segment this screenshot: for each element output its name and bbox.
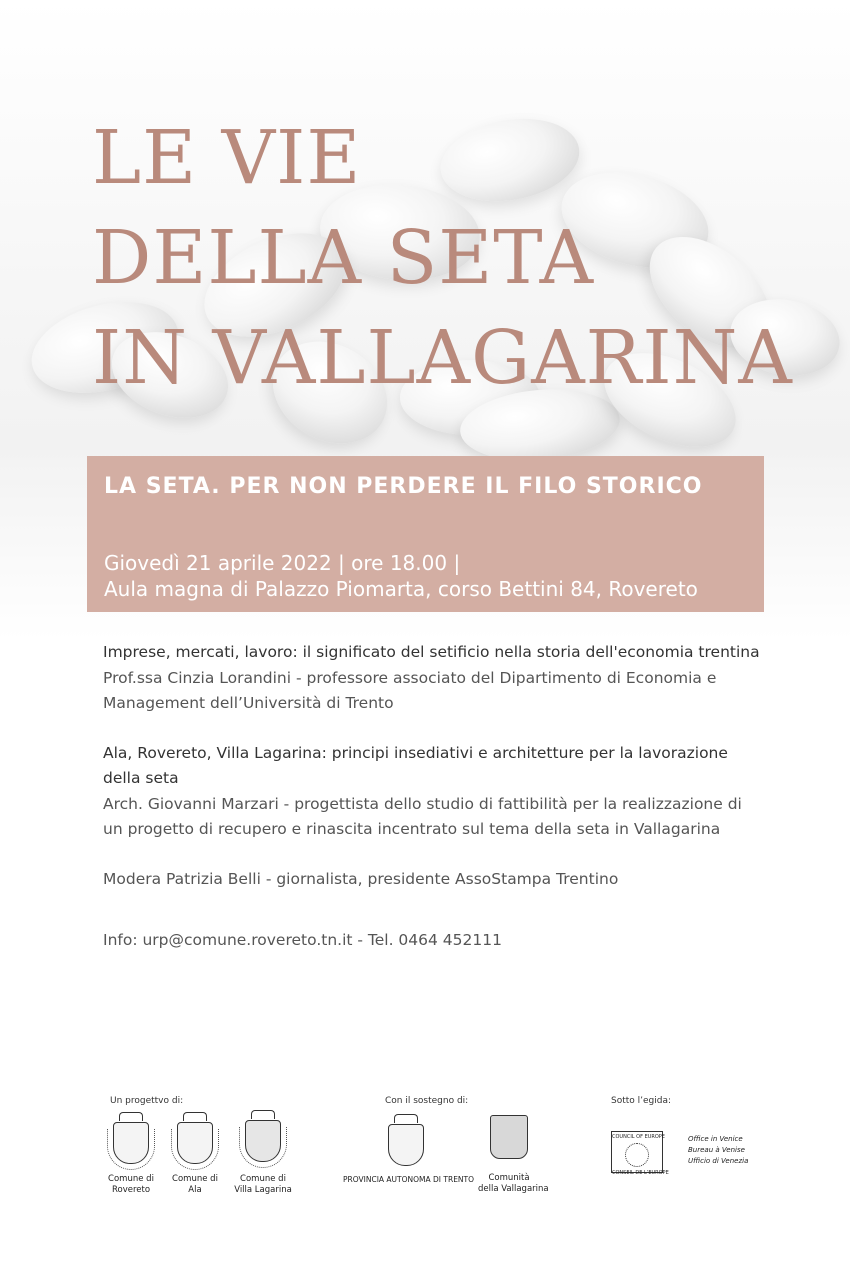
coe-office-text bbox=[688, 1134, 748, 1167]
logo-caption: Ala bbox=[188, 1185, 202, 1195]
logo-caption: Villa Lagarina bbox=[234, 1185, 292, 1195]
title-line-2: DELLA SETA bbox=[92, 215, 595, 301]
talk-speaker: Arch. Giovanni Marzari - progettista dello studio di fattibilità per la realizzazione di un progetto di recupero e rinascita incentrato sul tema della seta in Vallagarina bbox=[103, 794, 742, 838]
office-line: Ufficio di Venezia bbox=[688, 1157, 749, 1165]
eagle-shield-icon bbox=[388, 1124, 424, 1166]
villa-lagarina-coat-of-arms bbox=[232, 1110, 294, 1196]
title-line-3: IN VALLAGARINA bbox=[92, 315, 793, 401]
event-info-band bbox=[87, 456, 764, 612]
event-date-venue bbox=[104, 550, 698, 602]
talk-speaker: Prof.ssa Cinzia Lorandini - professore associato del Dipartimento di Economia e Management dell’Università di Trento bbox=[103, 668, 717, 712]
event-subtitle: LA SETA. PER NON PERDERE IL FILO STORICO bbox=[104, 474, 703, 499]
aegis-label: Sotto l’egida: bbox=[611, 1096, 672, 1106]
crown-icon bbox=[251, 1110, 275, 1119]
logo-caption: Comune di bbox=[172, 1174, 218, 1184]
talk-title: Ala, Rovereto, Villa Lagarina: principi insediativi e architetture per la lavorazione della seta bbox=[103, 743, 728, 787]
crown-icon bbox=[119, 1112, 143, 1121]
ala-coat-of-arms bbox=[170, 1112, 220, 1196]
crown-icon bbox=[394, 1114, 418, 1123]
project-label: Un progettvo di: bbox=[110, 1096, 184, 1106]
crown-icon bbox=[183, 1112, 207, 1121]
moderator-text: Modera Patrizia Belli - giornalista, presidente AssoStampa Trentino bbox=[103, 869, 619, 888]
logo-caption: Rovereto bbox=[111, 1185, 151, 1195]
shield-icon bbox=[490, 1115, 528, 1159]
talk-title: Imprese, mercati, lavoro: il significato del setificio nella storia dell'economia trentina bbox=[103, 643, 760, 661]
program-section bbox=[103, 640, 763, 954]
shield-icon bbox=[245, 1120, 281, 1162]
coe-top-text: COUNCIL OF EUROPE bbox=[612, 1134, 665, 1140]
shield-icon bbox=[177, 1122, 213, 1164]
talk-item bbox=[103, 741, 763, 843]
logo-caption: Comune di bbox=[108, 1174, 154, 1184]
council-of-europe-logo bbox=[611, 1131, 669, 1176]
office-line: Office in Venice bbox=[688, 1135, 743, 1143]
poster-title bbox=[92, 108, 793, 408]
shield-icon bbox=[113, 1122, 149, 1164]
event-date: Giovedì 21 aprile 2022 | ore 18.00 | bbox=[104, 551, 461, 575]
coe-bottom-text: CONSEIL DE L’EUROPE bbox=[612, 1170, 669, 1176]
title-line-1: LE VIE bbox=[92, 115, 362, 201]
contact-info: Info: urp@comune.rovereto.tn.it - Tel. 0464 452111 bbox=[103, 931, 502, 949]
support-label: Con il sostegno di: bbox=[385, 1096, 469, 1106]
logo-caption: Comunità bbox=[488, 1173, 530, 1183]
comunita-vallagarina-logo bbox=[478, 1115, 549, 1195]
stars-circle-icon bbox=[625, 1143, 649, 1167]
event-venue: Aula magna di Palazzo Piomarta, corso Bettini 84, Rovereto bbox=[104, 577, 698, 601]
logo-caption: della Vallagarina bbox=[478, 1184, 549, 1194]
talk-item bbox=[103, 640, 763, 717]
logo-caption: Comune di bbox=[240, 1174, 286, 1184]
provincia-trento-logo bbox=[343, 1114, 475, 1185]
logo-caption: PROVINCIA AUTONOMA DI TRENTO bbox=[343, 1175, 475, 1184]
office-line: Bureau à Venise bbox=[688, 1146, 745, 1154]
rovereto-coat-of-arms bbox=[106, 1112, 156, 1196]
